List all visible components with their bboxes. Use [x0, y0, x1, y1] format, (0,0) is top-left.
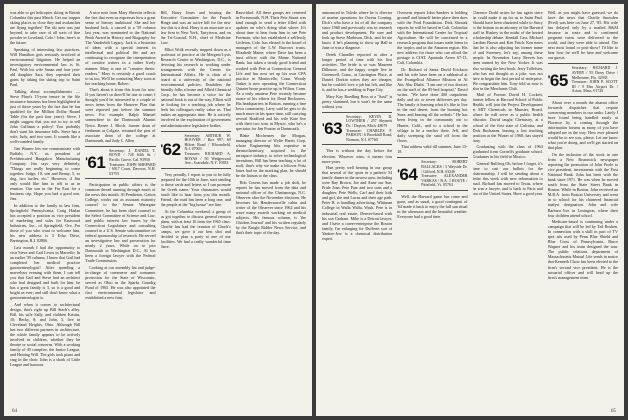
left-column-2 [85, 10, 155, 406]
paragraph: Well, the Harvard game has come and gone, and as usual, a good contingent of '64 made it back to enjoy the fall sun ritual in the afternoon and the beautiful weather. Everyone had a good time. [397, 193, 468, 220]
class-year: '65 [547, 70, 568, 90]
paragraph: Medicare-based is continuing under a campaign that will be led by Ted Roshen. In connection with a skill in part of TV spot ads used by Penn Blue Shield and Blue Cross of Pennsylvania, Bruce Wagner and his team designed the tour. The public relations department of Massachusetts Mutual Life sends in notice that Kenneth Chow has been elected to the firm's second vice president. He is the actuarial officer and will head up the firm's management team. [547, 219, 618, 280]
paragraph: Hurt pretty well hearing in our group that several of the spots in a pathetic 54 family dinner in the newest area, including were Ray Brown, Joe and Anne our Sue, Pride Joan, Pete Paar and two sons and a daughter, Pete Wells, Carl and their kids and girl, the and Lucas and their age path. Peter B. is handling advertising, Whitman College in Walla Walla, Wash. Pete is in industrial real estate, Denver-based with his son Graham. Mike is a Detroit lawyer, and I have a career-enterprise the Boston family, I'm enlarging for Dufferin sort of Yankee-Jew is a chemical distribution expert. [322, 165, 393, 241]
paragraph: Clarence Dodd writes he has again since he could make it up for us to Saint Paul. Should have been chartered while to Stacy to the bottom in an attorney of the Harvard staff in Huskey in the midst of the heated scholarship debate. Kendall Cast, Michael Gardner Brown and Ken Finch. Ken notes that he is also adjusting his former name of and Sweeney, let's say, among these people. In November Larry Reeves has been named by the New Yorker. It was also writing the best book, Jerry Tollefsen, who has not thought as a joke, was not here to begin the first period of enterprise. We congratulate him. Tony told us now is also in the Merchants Club. [472, 10, 543, 91]
paragraph: Talking about accomplishments — Steve Plant's 15-year tenure in the life insurance business has been highlighted in just of those years by the fact that he has qualified for the Million Dollar Round Table (for the past four years). Steve, I might suggest that you not to try to sell John Cullinan a policy! You probably don't want his insurance bills. Steve has a wife, Judy, and two sons. It sounds like a well-rounded family. [10, 88, 81, 145]
secretary-address: Secretary: KEVIN D. LOWTHER / 257 Skymott Dr. / Dayton, Mich. 48079 [346, 114, 393, 129]
paragraph: On the inclusion of the stock in one from a New Brunswick newspaper reporting the promotion of John Poole to vice president, investments with the First National Bank. John has been with the bank since 1971. He was when he moved south from the State Street Bank in Boston. While in Boston, John received an M.B.A. from Boston University and went in to school for his chartered financial analyst designation. John and wife Barbara live in Lexington, where their four children attend school. [547, 152, 618, 218]
paragraph: Derek Chandler reported in after a longer period of time with his first activities. The bride is so was Maureen Dillmore, and the happy couple live in Greenwell, Conn., at Carrington Place, at Daniel. Dorkin writes they are cheaper, but he couldn't love a job but felt, and like it, and he has a wedding in Pape City. [322, 51, 393, 93]
class-heading-64 [397, 157, 467, 191]
class-officers [109, 149, 155, 177]
treasurer-address: Treasurer: ALEXANDER VARKAS / R.A. 1 ROUTE / Pittsfield, Vt. 05763 [421, 174, 468, 188]
paragraph: Last month I had the opportunity to visit Steve and Gail Lewis in Marcello. In an earlier '59 column, I know that Gail had completed her medical practice gastroenterologist! After spending a marvelous evening with them, I can tell you that Gail and Steve had an architect who had designed and built for him; he has a great family is 3, so is a good and bright as ever; and still don't know what a gastroenterologist is. [10, 244, 81, 301]
class-heading-65 [548, 63, 618, 97]
left-column-1 [10, 10, 80, 406]
paragraph: About over a month the alumni office forwards dispatches that require concerning members in our ranks. Lately I have found being handled easily at Florence by a coming through the information forums as many of you have adopted me in the way. How ever pleased would be to see you, please. Let me know what you're doing, and we'll get started on that plan. [547, 100, 618, 151]
treasurer-address: Treasurer: JOHN SHEPARD / 6917 Court, Dawson, N.H. 03755 [109, 162, 156, 176]
treasurer-address: Treasurer: CHARLES F. PARSON / 6 Brookhill Road, Norman, N.J. 07760 [346, 128, 393, 142]
class-officers [572, 66, 618, 94]
right-column-4 [548, 10, 618, 406]
secretary-address: Secretary: J. DANIEL T. BOYD / 728 64th St. / Pacific Grove, Cal. 93950 [109, 148, 156, 162]
paragraph: That address valid till summer, June 15-18. [397, 144, 468, 155]
paragraph: Blake Mcchesney the Morgan, managing director of Wylie Harris Corp, whose Engineering hits expertise in thermochemistry, acquired in the aerospace industry, to solve technological inventions, Bill has been teaching a lot of stuff, that's why we make a leftover Fritz Ianes had on the marking plan, he should be the liaison to the class. [235, 132, 306, 178]
class-heading-62 [161, 131, 231, 169]
paragraph: Mail of Former David H. Lockett, former fellow at Harvard School of Public Health, will join the Project Development at MIT Chemicals in Munster, Brazil, where he will serve as a public health educator. David taught Chemistry, at a school of the first state of Calcutta, and Dick Buchanan, leaving a lost teaching position at the Winter of 1968, has stayed busy. [472, 92, 543, 143]
paragraph: Bob Cosens has made a job shift, he reports he has moved from the data and national officer of the Chattanooga, N.C. Observer after the November elections. He becomes his Hendersonville cabin and writer of the Observer since 1962 and his wave many awards working on medical subjects. His famous column, is 'the Chicken Journal' and his written regularly by the Knight Ridder News Service, and that's their topic of the day. [235, 179, 306, 236]
paragraph: Rauschhof. All these groups are centered in Portsmouth, N.H. Their Pete Stuart was kind enough to send a letter filled with updates on who's doing what where. It's about time to hear from him to see Pete Freeman, who has established a selflessly Littleton, Colo. has elected to the board of managers of the L.W. Burrows trusts. Elizabeth Maine, where Dave has been a trust officer with the Maine National Bank, has taken a steady good friend and worked with Pete at Connecticut General Life and has now set up his own CPA practice in Montecello, Conn. Woody Tasker is now operating the Connecticut Quarter horse practice up in Wilton, Conn. As a truly amateur Pete recently became aware of his efforts for Dead Reckoners. His headquarters in Boston, running a fine Iowa community, Larry said he gets to do much more in his spare time, still carrying several Bradford and his wife Kate live with their two sons in Mystic, who he's a spectator for Jim Frazier at Dartmouth. [235, 10, 306, 132]
left-page [4, 4, 312, 416]
paragraph: Participation in public affairs is the common thread running through much of the news this month. Al Pendieton, Gatton College, works out as assistant minority counsel to the Senate Watergate Committee, he has been chief counsel to the Select Committee of Science and Law, and public interest law issues by the Connecticut Legislature and consulting counsel to a U.S. Senate subcommittee on federal sponsorship of research. He served an investigative law and prosecution for nearly 2 years. While on to join Dartmouth in Washington D.C., Al has been a foreign lawyer with the Federal Trade Commission. [85, 182, 156, 263]
right-page [316, 4, 624, 416]
paragraph: General Bullfrog Oh, before I forget, it's time to cast our ballots for the chairmanship. I will be sending about a letter this week with new information to mail. Richard has moved to Texas, where he was a lawyer, and is back to Paris and out of the United States. Have a good year. [472, 160, 543, 197]
secretary-address: Secretary: RICHARD J. AVERY / 55 Derry Drive / Melbourne, Fla. 32935 [571, 66, 618, 80]
paragraph: Bill, Harry Jones and hearing the Executive Committee for the Fourth Hinge and was an active bill for the new law this is a deal. Harry is an associate at a law firm in New York, Tarrytown, and on the Tri-Coastal, N.H., chief of Medicine Law. [160, 10, 231, 46]
class-year: '63 [322, 119, 343, 139]
secretary-address: Secretary: ARTHUR W. HOOVER / Box 997, 60 Hilton Road / Bloomfield, N.J. 07003 [184, 133, 231, 152]
paragraph: A nice note from Mary Sherwin reflects the fact that even us expresses how a great sense of literary ambitions! She and her husband Jack, a caused to a '59 column last year, was nominated to the National Book Award in History and Biography for The Vanderbilt Legacy. Jack is a historian of ideas with a special interest in intellectual and political life and are continuing to recognize the interpretation of creative writers in a rather lively manner. Mary is one of "creative thesis-readers." Mary is certainly a good coach to us too. We'll be contacting Mary soon at her teaching home, Robert. [85, 10, 156, 86]
page-number: 64 [12, 409, 17, 414]
class-officers [346, 115, 392, 143]
class-heading-63 [322, 112, 392, 146]
paragraph: This is without the day before the election. Whoever wins, it means four more years. [322, 148, 393, 164]
paragraph: Looking at our assembly list and judge-in-charge of commerce and consumer protection for the State of Wisconsin, served as Ohio in the Sparks Grundig Fund of 1965. He was also appointed the first environmental legislator and established a new firm. [85, 264, 156, 300]
right-column-3 [473, 10, 543, 406]
class-heading-61 [85, 146, 155, 180]
left-column-3 [161, 10, 231, 406]
paragraph: Well, as you might have guessed, we do have the news that Charlie Snowden (Fred) was here on June 27, '85. His wife has delayed only by a mailed B&M because in route and is confirmed pregnant twins were delivered to the world, and they were able to attend. The next most found or post-show? I'd like to hear how far we'll be here and welcome our guests. [547, 10, 618, 61]
treasurer-address: Treasurer: JOHN P. SCOTT III / 9 Elm Airport Dr. / Acton, Mass. 01720 [571, 80, 618, 94]
paragraph: In addition to the family in law firm, Springfield Pennsylvania, Craig Harlan has accepted a position as vice president of marketing and sales for Eastwood Industries, Inc., of Springfield, Ore. For those of you who want to welcome him, his new address is 5 Echo Drive, Barrington, R.I. 02806. [10, 202, 81, 244]
treasurer-address: Treasurer: RICHARD A. BOYAS / 50 Wedgewood Ave., Scarsdale, N.Y. 10583 [184, 151, 231, 166]
paragraph: And when it comes to architectural design, that's right up Bill Stack's alley. Bill, his wife Sally, and children Kristin, 10; Becky, 8; and John, 5, live in Cleveland Heights, Ohio. Although Bill has two different partners in architecture, the whole family appears to be actively involved in children, whether they be theatre or social concerns. With a working family of 45 campfire, the Junior League, and Heating Will. The girls took piano and sing in the choir. John is a shark of Little League and bassoon. [10, 301, 81, 368]
paragraph: Very proudly, I report to you to be fully prepared for the 10th in June, start sending to those cards and letters so I can promote the Greek name. Your classmates would much like to hear from you this month. Friend, the road has been a long one, and the people at the "big house" are fine. [160, 171, 231, 208]
paragraph: announced in Toledo where he is director of marine operations for Owens Corning. Dick's who have a lot of all the company since 1968 and previously was in research and product development. Be sure and look up Steve Mathison, Dick, and let me know if he's planning to show up Hall in June or was a diagnose. [322, 10, 393, 51]
paragraph: At the Columbia weekend, a group of us got together to discuss general reunion plans, with at least 16 from the 1965 class. Charlie has had the reunion of Chuck's camps, we gave it our best shot and decided to plan a party at one of our facilities. We had a really wonderful time there. [160, 208, 231, 249]
paragraph: Graduating with the class of 1964 graduated from Cornell's graduate school. Graduates in his field in Mexico. [472, 144, 543, 160]
paragraph: Dr. Richard of Santa David Erickson and his wife have been on a sabbatical at the Evangelical Alliance Mission in Al Ain, Abu Dhabi. "I am one of two doctors on the staff of the 85-bed hospital," David writes. "We have done 400 outpatients daily and six or seven deliveries per day. The family is learning what it's like to live in the real desert, from the burning hot Suez, and bearing all the ordeals." He has been living in the community out to Hunter, Calif., and to a school in the village to be a teacher there, Jeff, and daily sweeping the sand off from the floors. [397, 67, 468, 143]
paragraph: Overseas reports John Sanders is holding ground! and himself better place then does with the Ford Foundation. Dick Shostak reports he will be based in Cali, Colombia with the International Center for Tropical Agriculture. He will be concerned in a research program that issues trade items in the tropics and in the Amazon region. His new address for those who can afford the postage is CIAT, Apartado Aereo 67-13, Cali, Colombia. [397, 10, 468, 66]
page-number: 65 [611, 409, 616, 414]
class-year: '61 [85, 153, 106, 172]
class-year: '64 [397, 164, 418, 184]
class-officers [421, 160, 467, 188]
paragraph: That's about it from this front for now. If you haven't so there'll be one to come; I thought you'd be interested in a couple of news items from the Hanover Plan that were reported just before the summer news. For example, Ralph Manuel somewhere in the Dartmouth Alumni News. Renee J. Bloch, former dean of freshmen at Colgate, resumed the post of associate dean of the college at Dartmouth, and Judy L. Allen [85, 87, 156, 143]
secretary-address: Secretary: ROBERT BALLACKS / 3 Wayside Dr. / Gilford, N.H. 03246 [421, 160, 468, 174]
class-officers [185, 134, 231, 166]
paragraph: Mary Kay Roedling Ross at a "Soul" is pretty slammed, but it won't be the same without you. [322, 93, 393, 109]
paragraph: Jim Warner lets me communicate with Buffalo, N.Y., as president of Prefabricated Bungalow Manufacturing Company. Jim says very definitely, "Things are really beginning to come together. Judge, 10, son and Benny, 5, so dog, two turtles, etc." However, if Jim only would like him to tell to us in reunion. Our son in the Far East for a business trip. Hope you had a good one, Jim. [10, 145, 81, 202]
left-column-4 [236, 10, 306, 406]
paragraph: was able to get helicopter skiing in British Columbia this past March. Get our trapper skiing places so close they and avalanches are flying together! The ski area was just beyond, to take care of all sorts of fine powder in Loveland, Colo.! John, here's to the future. [10, 10, 81, 46]
right-column-1 [322, 10, 392, 406]
paragraph: Elliot Wolk recently stepped down as a professor of practice at the Mergent Lysis Research Center in Washington, D.C., is devoting his research to working under arrangements with the Center for International Affairs. He is chair of a board at a university of the national environmental policies. Doubtless the friendly folks a house and Allied Chemical Corp., he has become a voice for the national book is out of the way, Elliott will be looking for a teaching job where he feels his colleagues really value us. That makes an appropriate time. He is actively involved in the exploration of government and administrative legislative bodies. [160, 46, 231, 128]
paragraph: Speaking of interesting law practices, Will Hamilton gets seriously involved at environmental litigation. He helped an investigatory environmental law is St. Paul. With his wife Susan and four year-old daughter Sara, they repeated their gains by taking the skiing trip to Saint Paul. [10, 46, 81, 88]
right-column-2 [397, 10, 467, 406]
class-year: '62 [160, 140, 181, 160]
